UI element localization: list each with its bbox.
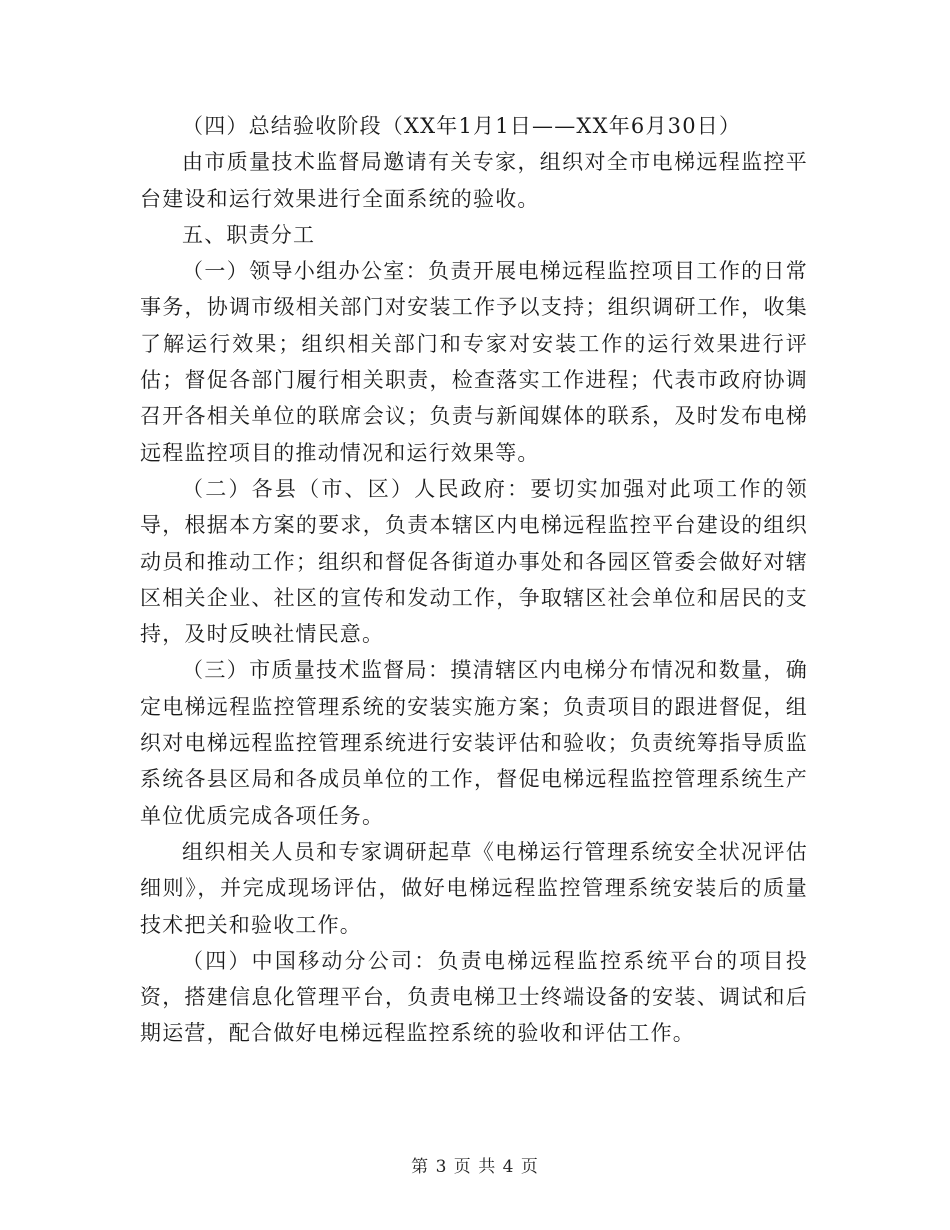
paragraph-phase-four-heading: （四）总结验收阶段（XX年1月1日——XX年6月30日） [182, 114, 742, 138]
document-body [140, 108, 808, 1052]
paragraph-china-mobile: （四）中国移动分公司：负责电梯远程监控系统平台的项目投资，搭建信息化管理平台，负责电梯卫士终端设备的安装、调试和后期运营，配合做好电梯远程监控系统的验收和评估工作。 [140, 948, 808, 1046]
page-number-footer: 第 3 页 共 4 页 [411, 1157, 539, 1177]
paragraph-leadership-office: （一）领导小组办公室：负责开展电梯远程监控项目工作的日常事务，协调市级相关部门对安装工作予以支持；组织调研工作，收集了解运行效果；组织相关部门和专家对安装工作的运行效果进行评估；督促各部门履行相关职责，检查落实工作进程；代表市政府协调召开各相关单位的联席会议；负责与新闻媒体的联系，及时发布电梯远程监控项目的推动情况和运行效果等。 [140, 259, 808, 465]
section-heading-responsibilities: 五、职责分工 [182, 222, 316, 247]
paragraph-expert-research: 组织相关人员和专家调研起草《电梯运行管理系统安全状况评估细则》，并完成现场评估，做好电梯远程监控管理系统安装后的质量技术把关和验收工作。 [140, 839, 808, 937]
paragraph-county-governments: （二）各县（市、区）人民政府：要切实加强对此项工作的领导，根据本方案的要求，负责本辖区内电梯远程监控平台建设的组织动员和推动工作；组织和督促各街道办事处和各园区管委会做好对辖区相关企业、社区的宣传和发动工作，争取辖区社会单位和居民的支持，及时反映社情民意。 [140, 476, 808, 647]
paragraph-quality-bureau: （三）市质量技术监督局：摸清辖区内电梯分布情况和数量，确定电梯远程监控管理系统的安装实施方案；负责项目的跟进督促，组织对电梯远程监控管理系统进行安装评估和验收；负责统筹指导质监系统各县区局和各成员单位的工作，督促电梯远程监控管理系统生产单位优质完成各项任务。 [140, 658, 808, 828]
paragraph-phase-four-body: 由市质量技术监督局邀请有关专家，组织对全市电梯远程监控平台建设和运行效果进行全面系统的验收。 [140, 150, 808, 211]
